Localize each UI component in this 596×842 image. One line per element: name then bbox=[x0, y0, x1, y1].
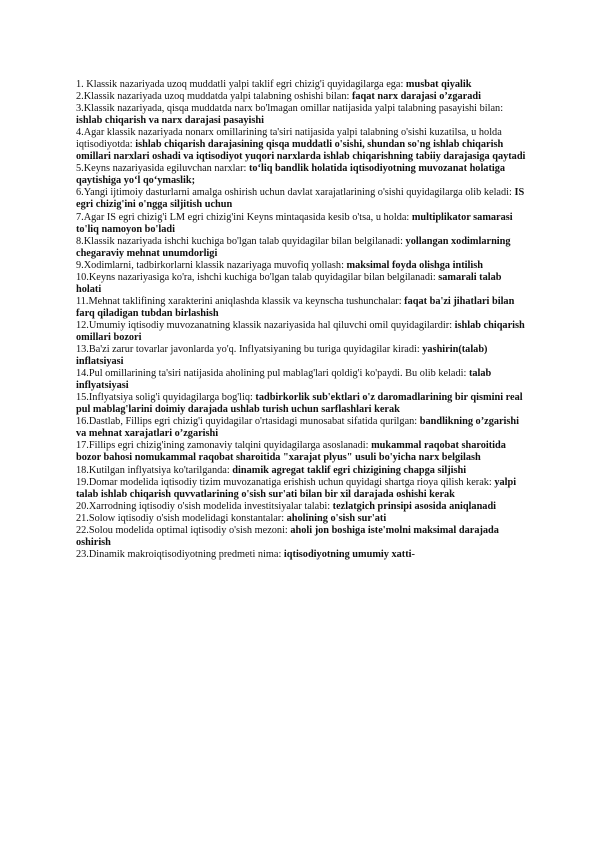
question-text: 15.Inflyatsiya solig'i quyidagilarga bog'liq: bbox=[76, 392, 256, 404]
question-text: 2.Klassik nazariyada uzoq muddatda yalpi talabning oshishi bilan: bbox=[76, 91, 352, 103]
answer-text: to‘liq bandlik holatida iqtisodiyotning muvozanat holatiga qaytishiga yo‘l qo‘ymaslik; bbox=[76, 163, 506, 187]
question-item-23 bbox=[76, 549, 526, 561]
question-text: 22.Solou modelida optimal iqtisodiy o'sish mezoni: bbox=[76, 524, 291, 536]
question-item-18 bbox=[76, 465, 526, 477]
question-item-17 bbox=[76, 440, 526, 464]
question-text: 4.Agar klassik nazariyada nonarx omillarining ta'siri natijasida yalpi talabning o'sishi kuzatilsa, u holda iqtisodiyotda: bbox=[76, 127, 502, 151]
answer-text: musbat qiyalik bbox=[405, 79, 472, 90]
answer-text: faqat ba'zi jihatlari bilan farq qiladigan tubdan birlashish bbox=[76, 295, 515, 319]
answer-text: yashirin(talab) inflatsiyasi bbox=[76, 344, 488, 368]
answer-text: ishlab chiqarish omillari bozori bbox=[76, 319, 525, 343]
question-text: 6.Yangi ijtimoiy dasturlarni amalga oshirish uchun davlat xarajatlarining o'sishi quyidagilarga olib keladi: bbox=[76, 187, 515, 199]
answer-text: aholi jon boshiga iste'molni maksimal darajada oshirish bbox=[76, 524, 499, 548]
answer-text: IS egri chizig'ini o'ngga siljitish uchun bbox=[76, 187, 525, 211]
question-item-13 bbox=[76, 344, 526, 368]
question-item-6 bbox=[76, 187, 526, 211]
question-item-3 bbox=[76, 103, 526, 127]
question-text: 12.Umumiy iqtisodiy muvozanatning klassik nazariyasida hal qiluvchi omil quyidagilardir: bbox=[76, 319, 455, 331]
question-item-21 bbox=[76, 513, 526, 525]
answer-text: tezlatgich prinsipi asosida aniqlanadi bbox=[332, 500, 497, 512]
question-item-16 bbox=[76, 416, 526, 440]
answer-text: samarali talab holati bbox=[76, 271, 502, 295]
answer-text: talab inflyatsiyasi bbox=[76, 368, 492, 392]
question-item-5 bbox=[76, 163, 526, 187]
answer-text: ishlab chiqarish va narx darajasi pasayishi bbox=[76, 115, 264, 127]
question-item-8 bbox=[76, 236, 526, 260]
answer-text: bandlikning o’zgarishi va mehnat xarajatlari o’zgarishi bbox=[76, 416, 520, 440]
answer-text: multiplikator samarasi to'liq namoyon bo'ladi bbox=[76, 211, 513, 235]
question-text: 10.Keyns nazariyasiga ko'ra, ishchi kuchiga bo'lgan talab quyidagilar bilan belgilanadi: bbox=[76, 271, 439, 283]
question-item-22 bbox=[76, 525, 526, 549]
question-item-20 bbox=[76, 501, 526, 513]
question-text: 18.Kutilgan inflyatsiya ko'tarilganda: bbox=[76, 464, 233, 476]
question-text: 9.Xodimlarni, tadbirkorlarni klassik nazariyaga muvofiq yollash: bbox=[76, 259, 347, 271]
question-text: 19.Domar modelida iqtisodiy tizim muvozanatiga erishish uchun quyidagi shartga rioya qilish kerak: bbox=[76, 476, 495, 488]
question-text: 23.Dinamik makroiqtisodiyotning predmeti nima: bbox=[76, 548, 284, 560]
answer-text: maksimal foyda olishga intilish bbox=[346, 259, 483, 271]
question-item-4 bbox=[76, 127, 526, 163]
answer-text: yollangan xodimlarning chegaraviy mehnat unumdorligi bbox=[76, 235, 511, 259]
question-text: 17.Fillips egri chizig'ining zamonaviy talqini quyidagilarga asoslanadi: bbox=[76, 440, 372, 452]
answer-text: faqat narx darajasi o’zgaradi bbox=[351, 91, 481, 103]
question-text: 7.Agar IS egri chizig'i LM egri chizig'ini Keyns mintaqasida kesib o'tsa, u holda: bbox=[76, 211, 412, 223]
answer-text: yalpi talab ishlab chiqarish quvvatlarining o'sish sur'ati bilan bir xil darajada oshishi kerak bbox=[76, 476, 517, 500]
question-text: 5.Keyns nazariyasida egiluvchan narxlar: bbox=[76, 163, 249, 175]
question-text: 21.Solow iqtisodiy o'sish modelidagi konstantalar: bbox=[76, 512, 287, 524]
question-text: 14.Pul omillarining ta'siri natijasida aholining pul mablag'lari qoldig'i ko'paydi. Bu olib keladi: bbox=[76, 368, 469, 380]
question-text: 8.Klassik nazariyada ishchi kuchiga bo'lgan talab quyidagilar bilan belgilanadi: bbox=[76, 235, 406, 247]
question-item-10 bbox=[76, 272, 526, 296]
question-item-9 bbox=[76, 260, 526, 272]
question-text: 13.Ba'zi zarur tovarlar javonlarda yo'q. Inflyatsiyaning bu turiga quyidagilar kiradi: bbox=[76, 344, 423, 356]
question-item-15 bbox=[76, 392, 526, 416]
question-item-12 bbox=[76, 320, 526, 344]
question-text: 11.Mehnat taklifining xarakterini aniqlashda klassik va keynscha tushunchalar: bbox=[76, 295, 405, 307]
question-item-14 bbox=[76, 368, 526, 392]
answer-text: iqtisodiyotning umumiy xatti- bbox=[283, 548, 415, 560]
question-item-1 bbox=[76, 79, 526, 91]
answer-text: tadbirkorlik sub'ektlari o'z daromadlarining bir qismini real pul mablag'larini doimiy darajada ushlab turish uchun sarflashlari kerak bbox=[76, 392, 523, 416]
question-item-11 bbox=[76, 296, 526, 320]
question-item-2 bbox=[76, 91, 526, 103]
answer-text: mukammal raqobat sharoitida bozor bahosi nomukammal raqobat sharoitida "xarajat plyus" usuli bo'yicha narx belgilash bbox=[76, 440, 506, 464]
answer-text: aholining o'sish sur'ati bbox=[286, 512, 387, 524]
answer-text: dinamik agregat taklif egri chizigining chapga siljishi bbox=[232, 464, 467, 476]
answer-text: ishlab chiqarish darajasining qisqa muddatli o'sishi, shundan so'ng ishlab chiqarish omillari narxlari oshadi va iqtisodiyot yuqori narxlarda ishlab chiqarishning tabiiy darajasiga qaytadi bbox=[76, 139, 526, 163]
document-body bbox=[76, 79, 526, 561]
question-text: 16.Dastlab, Fillips egri chizig'i quyidagilar o'rtasidagi munosabat sifatida qurilgan: bbox=[76, 416, 420, 428]
question-text: 20.Xarrodning iqtisodiy o'sish modelida investitsiyalar talabi: bbox=[76, 500, 333, 512]
question-item-19 bbox=[76, 477, 526, 501]
question-text: 3.Klassik nazariyada, qisqa muddatda narx bo'lmagan omillar natijasida yalpi talabning pasayishi bilan: bbox=[76, 103, 504, 115]
question-item-7 bbox=[76, 212, 526, 236]
question-text: 1. Klassik nazariyada uzoq muddatli yalpi taklif egri chizig'i quyidagilarga ega: bbox=[76, 79, 406, 90]
